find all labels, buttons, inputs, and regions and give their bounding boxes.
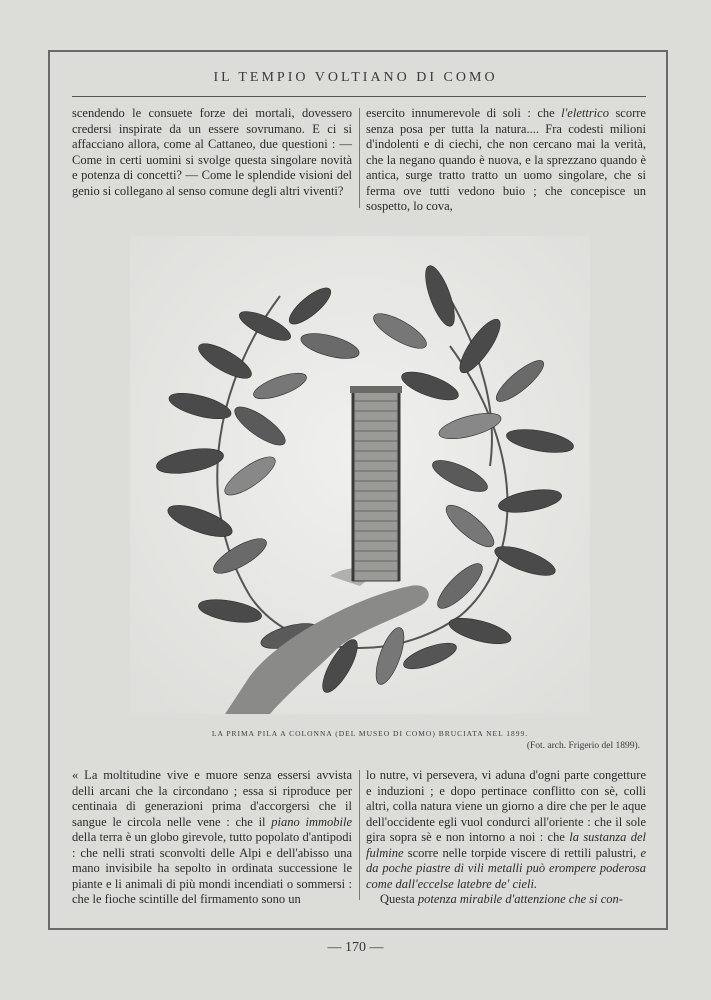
header-rule [72, 96, 646, 97]
top-right-column [366, 106, 646, 215]
top-left-text: scendendo le consuete forze dei mortali, dovessero credersi inspirate da un essere sovrumano. E ci si affacciano allora, come al Cattaneo, due questioni : — Come in certi uomini si svolge questa singolare novità e potenza di concetti? — Come le splendide visioni del genio si collegano al senso comune degli altri viventi? [72, 106, 352, 198]
voltaic-pile-column [350, 386, 402, 581]
top-column-divider [359, 108, 360, 208]
photo-credit: (Fot. arch. Frigerio del 1899). [526, 741, 640, 751]
top-left-column [72, 106, 352, 199]
italic-run: la sustanza del fulmine [366, 830, 647, 860]
text-run: Questa [380, 892, 418, 906]
italic-run: piano immobile [271, 814, 352, 829]
wreath-illustration [130, 236, 590, 714]
text-run: della terra è un globo girevole, tutto popolato d'antipodi : che nelli strati sconvolti delle Alpi e dell'abisso una mano invisibile ha sepolto in ordinata successione le piante e li animali di più mondi incendiati o sommersi : che le fioche scintille del firmamento sono un [72, 830, 352, 906]
page-number: — 170 — [327, 940, 384, 955]
text-run: lo nutre, vi persevera, vi aduna d'ogni parte congetture e induzioni ; e dopo pertinace conflitto con sè, colli altri, colla natura viene un giorno a dire che per le aque dell'occidente egli vuol condurci all'oriente : che il sole gira sopra sè e non intorno a noi : che [366, 768, 646, 844]
bottom-right-text [366, 768, 646, 892]
bottom-left-text [72, 768, 352, 908]
italic-run: potenza mirabile d'attenzione che si con- [417, 892, 623, 906]
italic-run: e da poche piastre di vili metalli può erompere poderosa come dall'eccelse latebre de' cieli. [366, 845, 646, 891]
text-run: « La moltitudine vive e muore senza essersi avvista delli arcani che la circondano ; essa si riproduce per centinaia di generazioni prima d'accorgersi che il sangue le circola nelle vene : che il [72, 768, 352, 829]
top-right-text [366, 106, 646, 215]
text-run: esercito innumerevole di soli : che [366, 106, 562, 120]
bottom-right-paragraph [366, 892, 646, 908]
text-run: scorre nelle torpide viscere di rettili palustri, [403, 845, 641, 860]
italic-run: l'elettrico [561, 106, 609, 120]
photo-caption: LA PRIMA PILA A COLONNA (DEL MUSEO DI COMO) BRUCIATA NEL 1899. [211, 729, 529, 738]
photo-voltaic-pile-wreath [130, 236, 590, 714]
bottom-right-column [366, 768, 646, 908]
running-head: IL TEMPIO VOLTIANO DI COMO [213, 70, 498, 85]
bottom-left-column [72, 768, 352, 908]
bottom-column-divider [359, 770, 360, 900]
text-run: scorre senza posa per tutta la natura.... Fra codesti milioni d'indolenti e di ciechi, che non cercano mai la verità, che la negano quando è nuova, e la sprezzano quando è antica, surge tratto tratto un uomo singolare, che si ferma ove tutti vedono buio ; che concepisce un sospetto, lo cova, [366, 106, 646, 213]
